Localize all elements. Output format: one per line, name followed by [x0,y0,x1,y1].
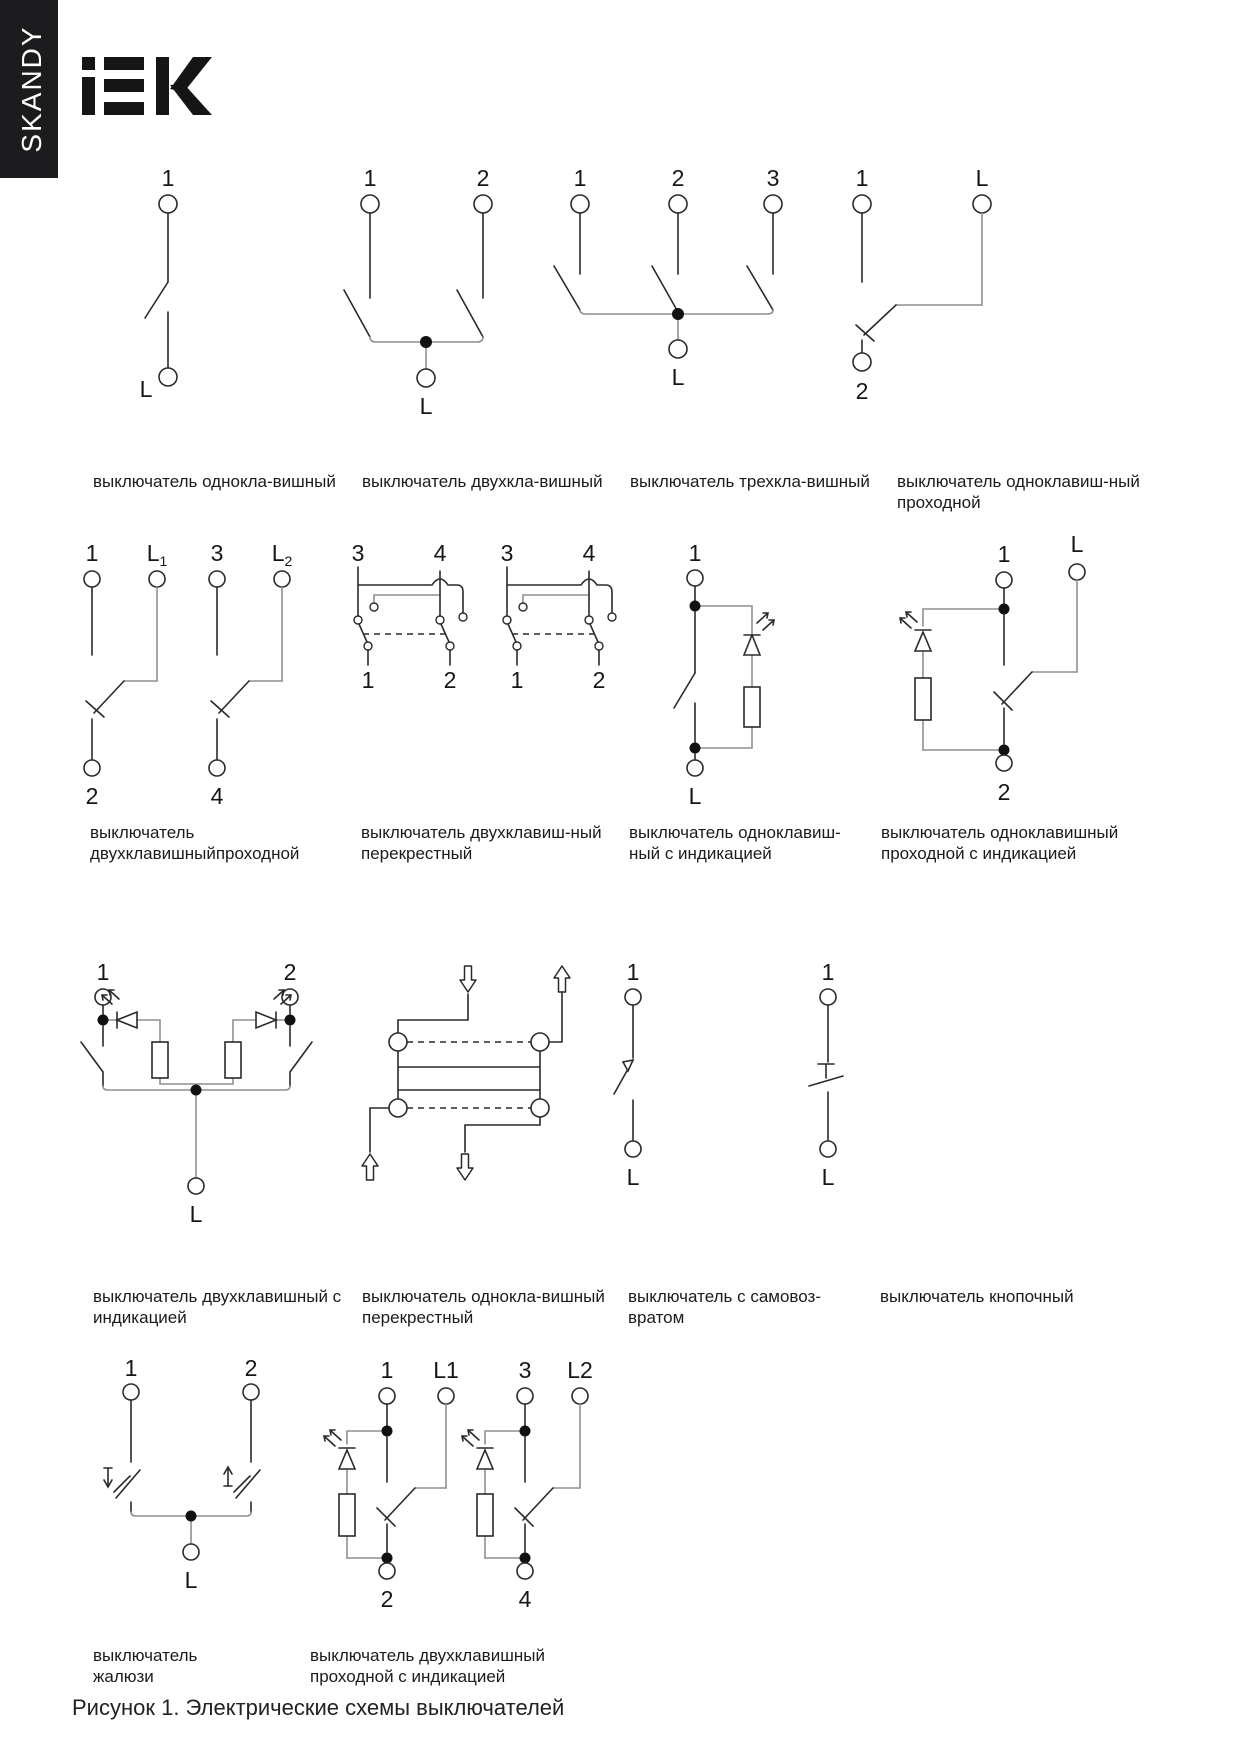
diagram-triple-switch [548,160,798,400]
diagram-double-indicator-switch [60,950,330,1245]
diagram-single-switch-svg [108,160,228,420]
iek-logo [80,55,215,122]
resistor [744,687,760,727]
led-indicator-icon [462,1430,493,1469]
figure-caption: Рисунок 1. Электрические схемы выключателей [72,1695,565,1720]
diagram-caption: выключатель двухклавишный проходной с индикацией [310,1646,545,1686]
terminal-label: 3 [351,540,365,566]
terminal-label: 2 [244,1355,258,1381]
terminal-label: 3 [766,165,780,191]
resistor [152,1042,168,1078]
diagram-blinds-switch [80,1340,300,1605]
terminal-label: 2 [380,1586,394,1612]
diagram-double-crossover-svg [330,535,630,700]
diagram-double-switch [330,160,520,430]
terminal-label: L [821,1164,835,1190]
terminal-label: 1 [124,1355,138,1381]
diagram-caption: выключатель трехкла-вишный [630,472,870,491]
arrow-up-icon [554,966,570,992]
arrow-down-icon [460,966,476,992]
diagram-triple-switch-svg [548,160,798,395]
terminal-label: 1 [161,165,175,191]
diagram-double-two-way-switch [60,535,310,825]
terminal-label: L [671,364,685,390]
diagram-push-button-switch [785,950,875,1205]
diagram-single-indicator-switch [620,535,780,825]
terminal-label: 3 [500,540,514,566]
terminal-label: 1 [361,667,375,693]
diagram-double-switch-svg [330,160,520,425]
wires [674,586,752,759]
iek-logo-icon [80,55,215,117]
diagram-single-indicator-svg [620,535,780,820]
terminal-label: L [139,376,153,402]
diagram-two-way-switch [840,160,1010,420]
diagram-momentary-svg [590,950,680,1200]
arrow-up-icon [362,1154,378,1180]
terminal-label: L [184,1567,198,1593]
terminal-label: 1 [688,540,702,566]
terminal-label: 1 [821,959,835,985]
terminal-label: 2 [671,165,685,191]
terminal-label: 2 [283,959,297,985]
terminal-label: 3 [210,540,224,566]
led-indicator-icon [900,612,931,651]
diagram-caption: выключатель кнопочный [880,1287,1074,1306]
led-indicator-icon [744,613,774,655]
diagram-caption: выключатель двухклавишныйпроходной [90,823,300,863]
wires [347,1404,580,1558]
diagram-double-two-way-indicator-switch [320,1340,620,1625]
terminal-label: 2 [443,667,457,693]
wires [809,1005,843,1140]
diagram-caption: выключатель двухкла-вишный [362,472,603,491]
terminal-label: 3 [518,1357,532,1383]
terminal-label: 1 [85,540,99,566]
arrow-up-icon [224,1467,232,1486]
diagram-caption: выключатель одноклавиш-ный проходной [897,472,1140,512]
diagram-double-crossover-switch [330,535,630,705]
terminal-label: 1 [997,541,1011,567]
wires [856,213,982,353]
diagram-single-switch [108,160,228,425]
terminal-label: 2 [592,667,606,693]
terminal-label: 1 [363,165,377,191]
diagram-blinds-svg [80,1340,300,1600]
terminal-label: 1 [96,959,110,985]
led-indicator-icon [324,1430,355,1469]
terminal-label: 2 [855,378,869,404]
wires [370,992,562,1152]
terminal-label: $L_2$ [271,540,293,569]
terminal-label: L [1070,531,1084,557]
terminal-label: 2 [476,165,490,191]
terminal-label: 1 [626,959,640,985]
diagram-push-button-svg [785,950,875,1200]
terminal-label: 2 [997,779,1011,805]
terminal-label: L [419,393,433,419]
wires [114,1400,260,1543]
diagram-caption: выключатель однокла-вишный [93,472,336,491]
brand-sidebar [0,0,58,178]
diagram-two-way-switch-svg [840,160,1010,415]
terminal-label: L2 [567,1357,593,1383]
wires [344,213,483,369]
crossover-unit-2 [501,540,616,693]
terminal-label: L1 [433,1357,459,1383]
diagram-double-two-way-svg [60,535,310,820]
self-return-arrow-icon [623,1060,633,1071]
diagram-caption: выключатель двухклавишный с индикацией [93,1287,342,1327]
terminal-label: $L_1$ [146,540,168,569]
diagram-caption: выключатель двухклавиш-ный перекрестный [361,823,602,863]
diagram-momentary-switch [590,950,680,1205]
wires [554,213,773,340]
terminal-label: L [688,783,702,809]
arrow-down-icon [457,1154,473,1180]
resistor [477,1494,493,1536]
diagram-caption: выключатель однокла-вишный перекрестный [362,1287,605,1327]
wires [614,1005,633,1140]
resistor [339,1494,355,1536]
terminal-label: 1 [380,1357,394,1383]
terminal-label: 4 [518,1586,532,1612]
diagram-two-way-indicator-switch [880,520,1140,825]
diagram-double-two-way-indicator-svg [320,1340,620,1620]
diagram-single-crossover-switch [340,950,590,1200]
diagram-double-indicator-svg [60,950,330,1240]
wires [145,213,168,368]
diagram-caption: выключатель жалюзи [93,1646,198,1686]
arrow-down-icon [104,1468,112,1487]
terminal-label: 1 [573,165,587,191]
crossover-unit-1 [352,540,467,693]
terminal-label: 1 [855,165,869,191]
diagram-single-crossover-svg [340,950,590,1195]
terminal-label: 2 [85,783,99,809]
diagram-two-way-indicator-svg [880,520,1140,820]
diagram-caption: выключатель одноклавишный проходной с индикацией [881,823,1119,863]
terminal-label: 1 [510,667,524,693]
terminal-label: 4 [582,540,596,566]
resistor [915,678,931,720]
brand-series-label: SKANDY [16,25,47,153]
terminal-label: 4 [433,540,447,566]
terminal-label: L [189,1201,203,1227]
terminal-label: L [975,165,989,191]
diagram-caption: выключатель с самовоз- вратом [628,1287,821,1327]
resistor [225,1042,241,1078]
terminal-label: L [626,1164,640,1190]
wires [86,587,282,759]
terminal-label: 4 [210,783,224,809]
diagram-caption: выключатель одноклавиш- ный с индикацией [629,823,841,863]
